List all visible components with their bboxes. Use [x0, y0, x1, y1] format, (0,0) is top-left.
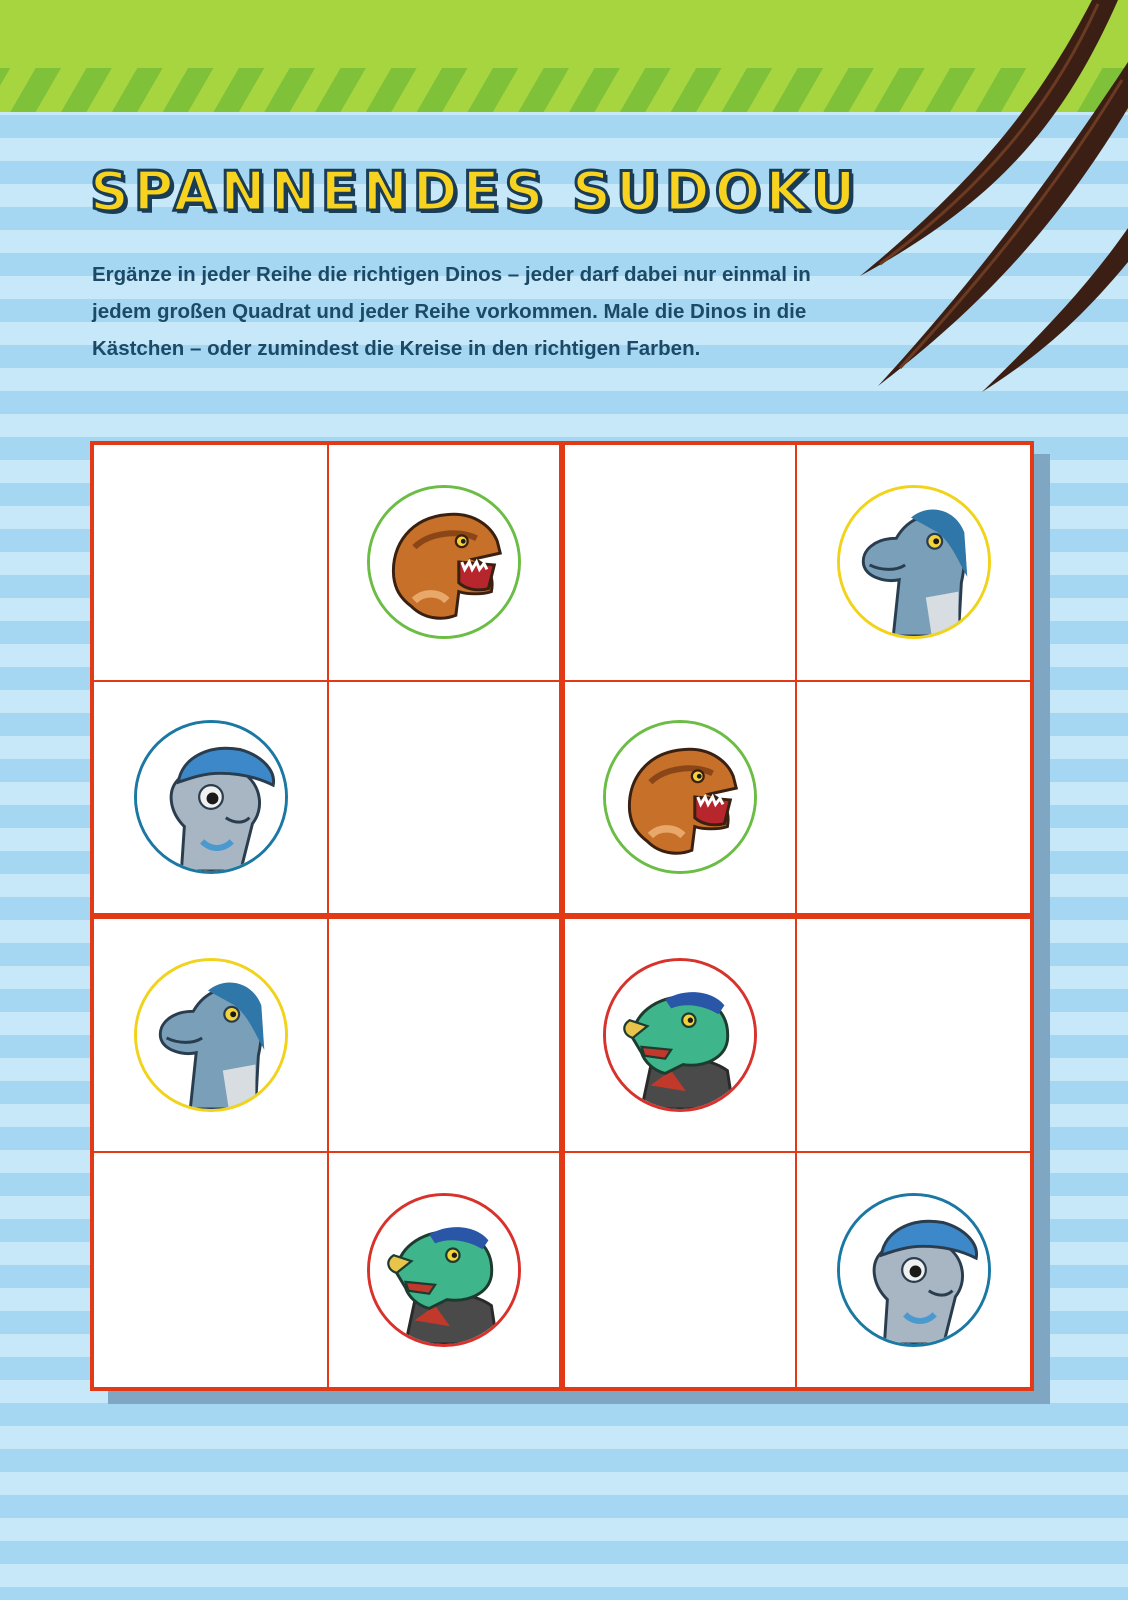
claw-scratch-icon — [860, 0, 1128, 400]
trex-icon — [367, 485, 521, 639]
sudoku-cell-r2c4[interactable] — [796, 681, 1030, 917]
sudoku-cell-r3c3[interactable] — [562, 916, 796, 1152]
sudoku-cell-r1c4[interactable] — [796, 445, 1030, 681]
instructions-text: Ergänze in jeder Reihe die richtigen Dinos – jeder darf dabei nur einmal in jedem großen Quadrat und jeder Reihe vorkommen. Male die Dinos in die Kästchen – oder zumindest die Kreise in den richtigen Farben. — [92, 263, 811, 360]
feathered-raptor-icon — [603, 958, 757, 1112]
sudoku-cell-r2c3[interactable] — [562, 681, 796, 917]
sudoku-cell-r2c2[interactable] — [328, 681, 562, 917]
sudoku-cell-r1c2[interactable] — [328, 445, 562, 681]
blue-dino-icon — [134, 958, 288, 1112]
page-title: SPANNENDES SUDOKU — [90, 160, 861, 223]
sudoku-cell-r1c1[interactable] — [94, 445, 328, 681]
sudoku-cell-r4c4[interactable] — [796, 1152, 1030, 1388]
sudoku-cell-r2c1[interactable] — [94, 681, 328, 917]
sudoku-cell-r4c3[interactable] — [562, 1152, 796, 1388]
sudoku-cell-r1c3[interactable] — [562, 445, 796, 681]
sudoku-cell-r3c4[interactable] — [796, 916, 1030, 1152]
sudoku-cell-r3c2[interactable] — [328, 916, 562, 1152]
sudoku-grid — [90, 441, 1034, 1391]
parasaurolophus-icon — [837, 1193, 991, 1347]
sudoku-cell-r4c1[interactable] — [94, 1152, 328, 1388]
sudoku-cell-r4c2[interactable] — [328, 1152, 562, 1388]
trex-icon — [603, 720, 757, 874]
parasaurolophus-icon — [134, 720, 288, 874]
blue-dino-icon — [837, 485, 991, 639]
sudoku-cell-r3c1[interactable] — [94, 916, 328, 1152]
feathered-raptor-icon — [367, 1193, 521, 1347]
